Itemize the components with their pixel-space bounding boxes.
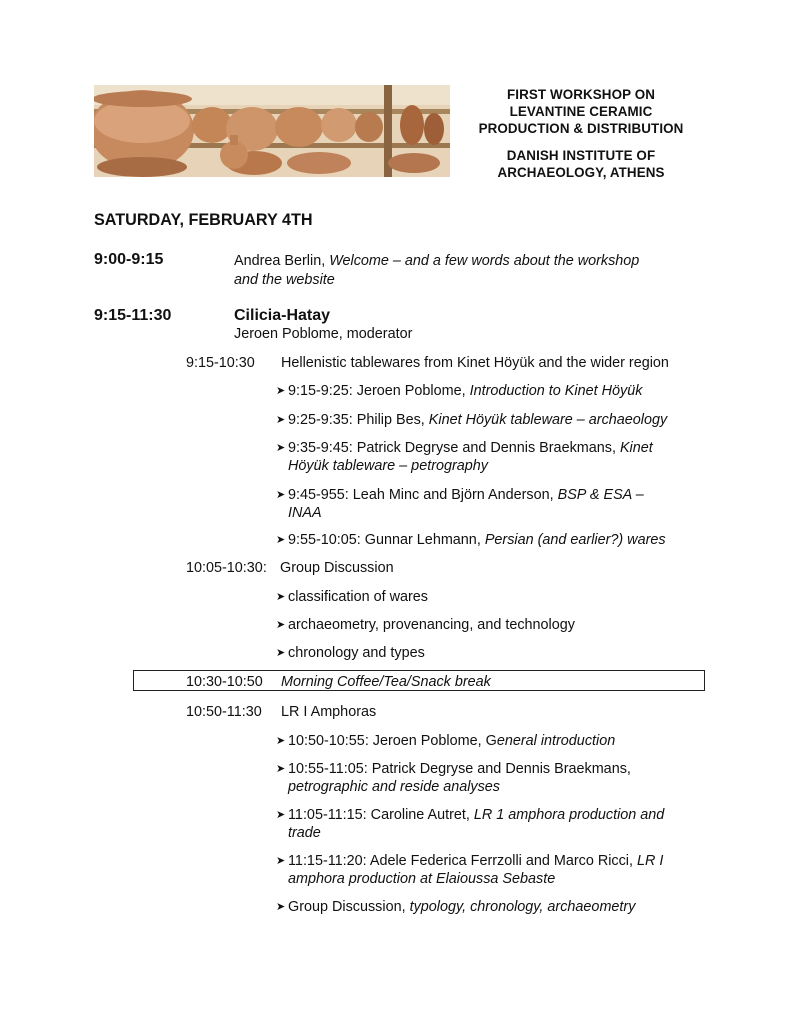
item-title-line2: trade bbox=[288, 825, 321, 841]
arrow-bullet-icon: ➤ bbox=[276, 855, 286, 867]
session-moderator: Jeroen Poblome, moderator bbox=[234, 326, 413, 342]
arrow-bullet-icon: ➤ bbox=[276, 763, 286, 775]
arrow-bullet-icon: ➤ bbox=[276, 489, 286, 501]
amphoras-time: 10:50-11:30 bbox=[186, 704, 262, 720]
item-title: BSP & ESA – bbox=[557, 487, 644, 503]
arrow-bullet-icon: ➤ bbox=[276, 619, 286, 631]
arrow-bullet-icon: ➤ bbox=[276, 385, 286, 397]
arrow-bullet-icon: ➤ bbox=[276, 735, 286, 747]
session-time: 9:15-11:30 bbox=[94, 307, 172, 324]
break-time: 10:30-10:50 bbox=[186, 674, 263, 690]
item-title: eneral introduction bbox=[496, 733, 616, 749]
item-title-line2: amphora production at Elaioussa Sebaste bbox=[288, 871, 556, 887]
item-title: Kinet Höyük tableware – archaeology bbox=[428, 412, 668, 428]
item-text: 9:45-955: Leah Minc and Björn Anderson, bbox=[288, 487, 558, 503]
welcome-title-line1: Welcome – and a few words about the workshop bbox=[329, 253, 640, 269]
item-title: Introduction to Kinet Höyük bbox=[469, 383, 643, 399]
arrow-bullet-icon: ➤ bbox=[276, 591, 286, 603]
item-title: Persian (and earlier?) wares bbox=[484, 532, 666, 548]
amphoras-title: LR I Amphoras bbox=[281, 704, 377, 720]
header-line: LEVANTINE CERAMIC bbox=[509, 104, 653, 119]
welcome-text bbox=[234, 252, 684, 289]
item-text: chronology and types bbox=[288, 645, 425, 661]
arrow-bullet-icon: ➤ bbox=[276, 414, 286, 426]
header-line: FIRST WORKSHOP ON bbox=[506, 87, 655, 102]
item-title: LR I bbox=[637, 853, 664, 869]
welcome-speaker: Andrea Berlin, bbox=[234, 253, 330, 269]
header-line: DANISH INSTITUTE OF bbox=[506, 148, 656, 163]
discussion-title: Group Discussion bbox=[280, 560, 394, 576]
item-text: 11:15-11:20: Adele Federica Ferrzolli and Marco Ricci, bbox=[288, 853, 637, 869]
item-text: 9:55-10:05: Gunnar Lehmann, bbox=[288, 532, 485, 548]
session-title: Cilicia-Hatay bbox=[234, 307, 331, 324]
item-text: classification of wares bbox=[288, 589, 428, 605]
arrow-bullet-icon: ➤ bbox=[276, 809, 286, 821]
item-title: Kinet bbox=[619, 440, 653, 456]
day-heading: SATURDAY, FEBRUARY 4TH bbox=[94, 211, 313, 229]
arrow-bullet-icon: ➤ bbox=[276, 647, 286, 659]
item-title-line2: Höyük tableware – petrography bbox=[288, 458, 488, 474]
item-title-line2: INAA bbox=[288, 505, 322, 521]
arrow-bullet-icon: ➤ bbox=[276, 534, 286, 546]
item-text: Group Discussion, bbox=[288, 899, 410, 915]
item-text: 10:55-11:05: Patrick Degryse and Dennis Braekmans, bbox=[288, 761, 631, 777]
item-text: 10:50-10:55: Jeroen Poblome, G bbox=[288, 733, 497, 749]
arrow-bullet-icon: ➤ bbox=[276, 442, 286, 454]
item-text: 9:35-9:45: Patrick Degryse and Dennis Braekmans, bbox=[288, 440, 620, 456]
institute-name bbox=[462, 147, 700, 181]
welcome-time: 9:00-9:15 bbox=[94, 251, 164, 268]
break-title: Morning Coffee/Tea/Snack break bbox=[281, 674, 491, 690]
header-line: PRODUCTION & DISTRIBUTION bbox=[478, 121, 684, 136]
item-text: 9:25-9:35: Philip Bes, bbox=[288, 412, 429, 428]
header-photo-pottery bbox=[94, 85, 450, 177]
hellenistic-title: Hellenistic tablewares from Kinet Höyük and the wider region bbox=[281, 355, 669, 371]
hellenistic-time: 9:15-10:30 bbox=[186, 355, 255, 371]
workshop-title bbox=[462, 86, 700, 137]
item-text: 9:15-9:25: Jeroen Poblome, bbox=[288, 383, 470, 399]
header-line: ARCHAEOLOGY, ATHENS bbox=[497, 165, 665, 180]
item-title-line2: petrographic and reside analyses bbox=[288, 779, 500, 795]
item-title: typology, chronology, archaeometry bbox=[409, 899, 636, 915]
item-title: LR 1 amphora production and bbox=[473, 807, 665, 823]
arrow-bullet-icon: ➤ bbox=[276, 901, 286, 913]
discussion-time: 10:05-10:30: bbox=[186, 560, 267, 576]
item-text: archaeometry, provenancing, and technology bbox=[288, 617, 575, 633]
item-text: 11:05-11:15: Caroline Autret, bbox=[288, 807, 474, 823]
welcome-title-line2: and the website bbox=[234, 271, 335, 288]
